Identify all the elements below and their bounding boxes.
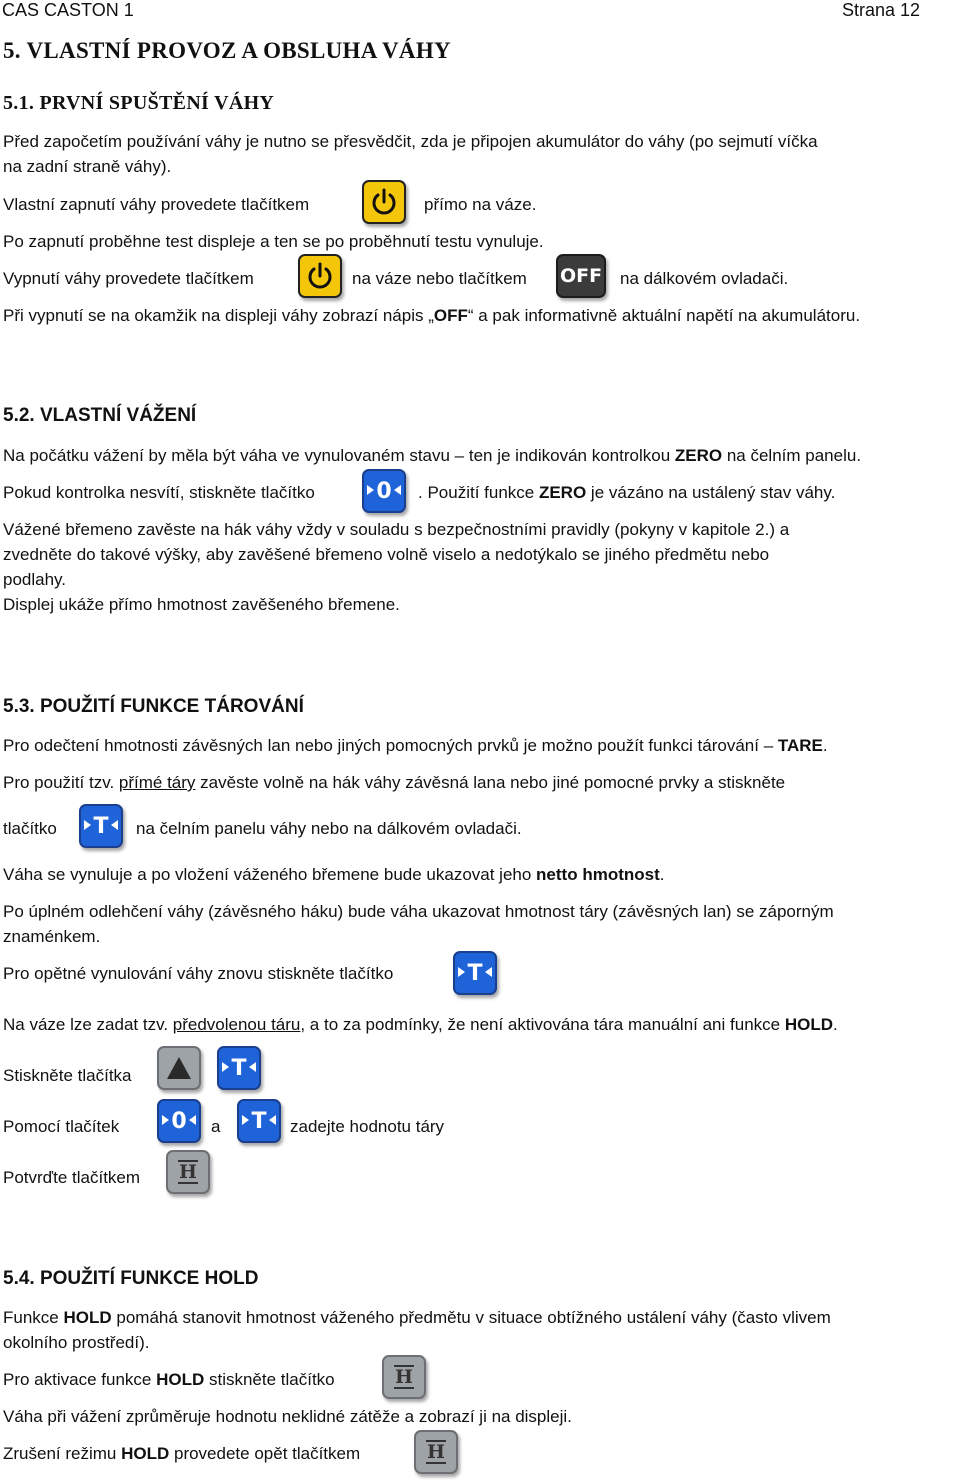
- paragraph: Na počátku vážení by měla být váha ve vynulovaném stavu – ten je indikován kontrolkou ZERO na čelním panelu.: [3, 446, 862, 465]
- paragraph: zadejte hodnotu táry: [290, 1117, 445, 1136]
- paragraph: Zrušení režimu HOLD provedete opět tlačítkem: [3, 1444, 361, 1463]
- paragraph: Vážené břemeno zavěste na hák váhy vždy v souladu s bezpečnostními pravidly (pokyny v kapitole 2.) a: [3, 520, 790, 539]
- paragraph: Pro aktivace funkce HOLD stiskněte tlačítko: [3, 1370, 335, 1389]
- off-button-key: [556, 254, 606, 298]
- paragraph: Pro odečtení hmotnosti závěsných lan nebo jiných pomocných prvků je možno použít funkci tárování – TARE.: [3, 736, 828, 755]
- paragraph: podlahy.: [3, 570, 67, 589]
- paragraph: . Použití funkce ZERO je vázáno na ustálený stav váhy.: [418, 483, 836, 502]
- paragraph: Pro opětné vynulování váhy znovu stiskněte tlačítko: [3, 964, 394, 983]
- tare-key-label: T: [93, 813, 109, 839]
- tare-key-label: T: [231, 1055, 247, 1081]
- paragraph: Váha se vynuluje a po vložení váženého břemene bude ukazovat jeho netto hmotnost.: [3, 865, 665, 884]
- paragraph: Po zapnutí proběhne test displeje a ten se po proběhnutí testu vynuluje.: [3, 232, 544, 251]
- power-button-key: [362, 180, 406, 224]
- paragraph: Po úplném odlehčení váhy (závěsného háku) bude váha ukazovat hmotnost táry (závěsných lan) se záporným: [3, 902, 834, 921]
- zero-button-key: [362, 469, 406, 513]
- paragraph: přímo na váze.: [424, 195, 537, 214]
- paragraph: Při vypnutí se na okamžik na displeji váhy zobrazí nápis „OFF“ a pak informativně aktuální napětí na akumulátoru.: [3, 306, 861, 325]
- subsection-title-5-1: 5.1. PRVNÍ SPUŠTĚNÍ VÁHY: [3, 92, 275, 114]
- section-title: 5. VLASTNÍ PROVOZ A OBSLUHA VÁHY: [3, 38, 451, 63]
- paragraph: zvedněte do takové výšky, aby zavěšené břemeno volně viselo a nedotýkalo se jiného předmětu nebo: [3, 545, 770, 564]
- paragraph: Displej ukáže přímo hmotnost zavěšeného břemene.: [3, 595, 400, 614]
- paragraph: Vypnutí váhy provedete tlačítkem: [3, 269, 254, 288]
- page-number: Strana 12: [842, 0, 921, 20]
- hold-button-key: [166, 1150, 210, 1194]
- paragraph: Funkce HOLD pomáhá stanovit hmotnost váženého předmětu v situace obtížného ustálení váhy (často vlivem: [3, 1308, 831, 1327]
- hold-button-key: [414, 1430, 458, 1474]
- paragraph: na dálkovém ovladači.: [620, 269, 789, 288]
- power-icon: [369, 187, 399, 217]
- power-icon: [305, 261, 335, 291]
- off-key-label: OFF: [559, 265, 603, 287]
- subsection-title-5-4: 5.4. POUŽITÍ FUNKCE HOLD: [3, 1268, 259, 1289]
- hold-key-label: H: [179, 1161, 197, 1183]
- subsection-title-5-2: 5.2. VLASTNÍ VÁŽENÍ: [3, 405, 197, 426]
- tare-button-key: [453, 951, 497, 995]
- paragraph: a: [211, 1117, 221, 1136]
- tare-button-key: [79, 804, 123, 848]
- paragraph: Pro použití tzv. přímé táry zavěste volně na hák váhy závěsná lana nebo jiné pomocné prvky a stiskněte: [3, 773, 786, 792]
- tare-button-key: [237, 1099, 281, 1143]
- paragraph: tlačítko: [3, 819, 57, 838]
- paragraph: znaménkem.: [3, 927, 101, 946]
- paragraph: na váze nebo tlačítkem: [352, 269, 527, 288]
- paragraph: Na váze lze zadat tzv. předvolenou táru, a to za podmínky, že není aktivována tára manuální ani funkce HOLD.: [3, 1015, 838, 1034]
- paragraph: Před započetím používání váhy je nutno se přesvědčit, zda je připojen akumulátor do váhy (po sejmutí víčka: [3, 132, 818, 151]
- subsection-title-5-3: 5.3. POUŽITÍ FUNKCE TÁROVÁNÍ: [3, 696, 304, 717]
- paragraph: na zadní straně váhy).: [3, 157, 172, 176]
- zero-key-label: 0: [376, 478, 392, 504]
- up-button-key: [157, 1046, 201, 1090]
- zero-key-label: 0: [171, 1108, 187, 1134]
- tare-key-label: T: [467, 960, 483, 986]
- tare-button-key: [217, 1046, 261, 1090]
- hold-key-label: H: [427, 1441, 445, 1463]
- paragraph: Stiskněte tlačítka: [3, 1066, 132, 1085]
- triangle-up-icon: [164, 1053, 194, 1083]
- hold-key-label: H: [395, 1366, 413, 1388]
- paragraph: Váha při vážení zprůměruje hodnotu neklidné zátěže a zobrazí ji na displeji.: [3, 1407, 572, 1426]
- tare-key-label: T: [251, 1108, 267, 1134]
- paragraph: Pokud kontrolka nesvítí, stiskněte tlačítko: [3, 483, 315, 502]
- paragraph: Potvrďte tlačítkem: [3, 1168, 141, 1187]
- paragraph: Pomocí tlačítek: [3, 1117, 120, 1136]
- power-button-key: [298, 254, 342, 298]
- zero-button-key: [157, 1099, 201, 1143]
- hold-button-key: [382, 1355, 426, 1399]
- header-left: CAS CASTON 1: [2, 0, 134, 20]
- paragraph: na čelním panelu váhy nebo na dálkovém ovladači.: [136, 819, 522, 838]
- paragraph: okolního prostředí).: [3, 1333, 150, 1352]
- paragraph: Vlastní zapnutí váhy provedete tlačítkem: [3, 195, 310, 214]
